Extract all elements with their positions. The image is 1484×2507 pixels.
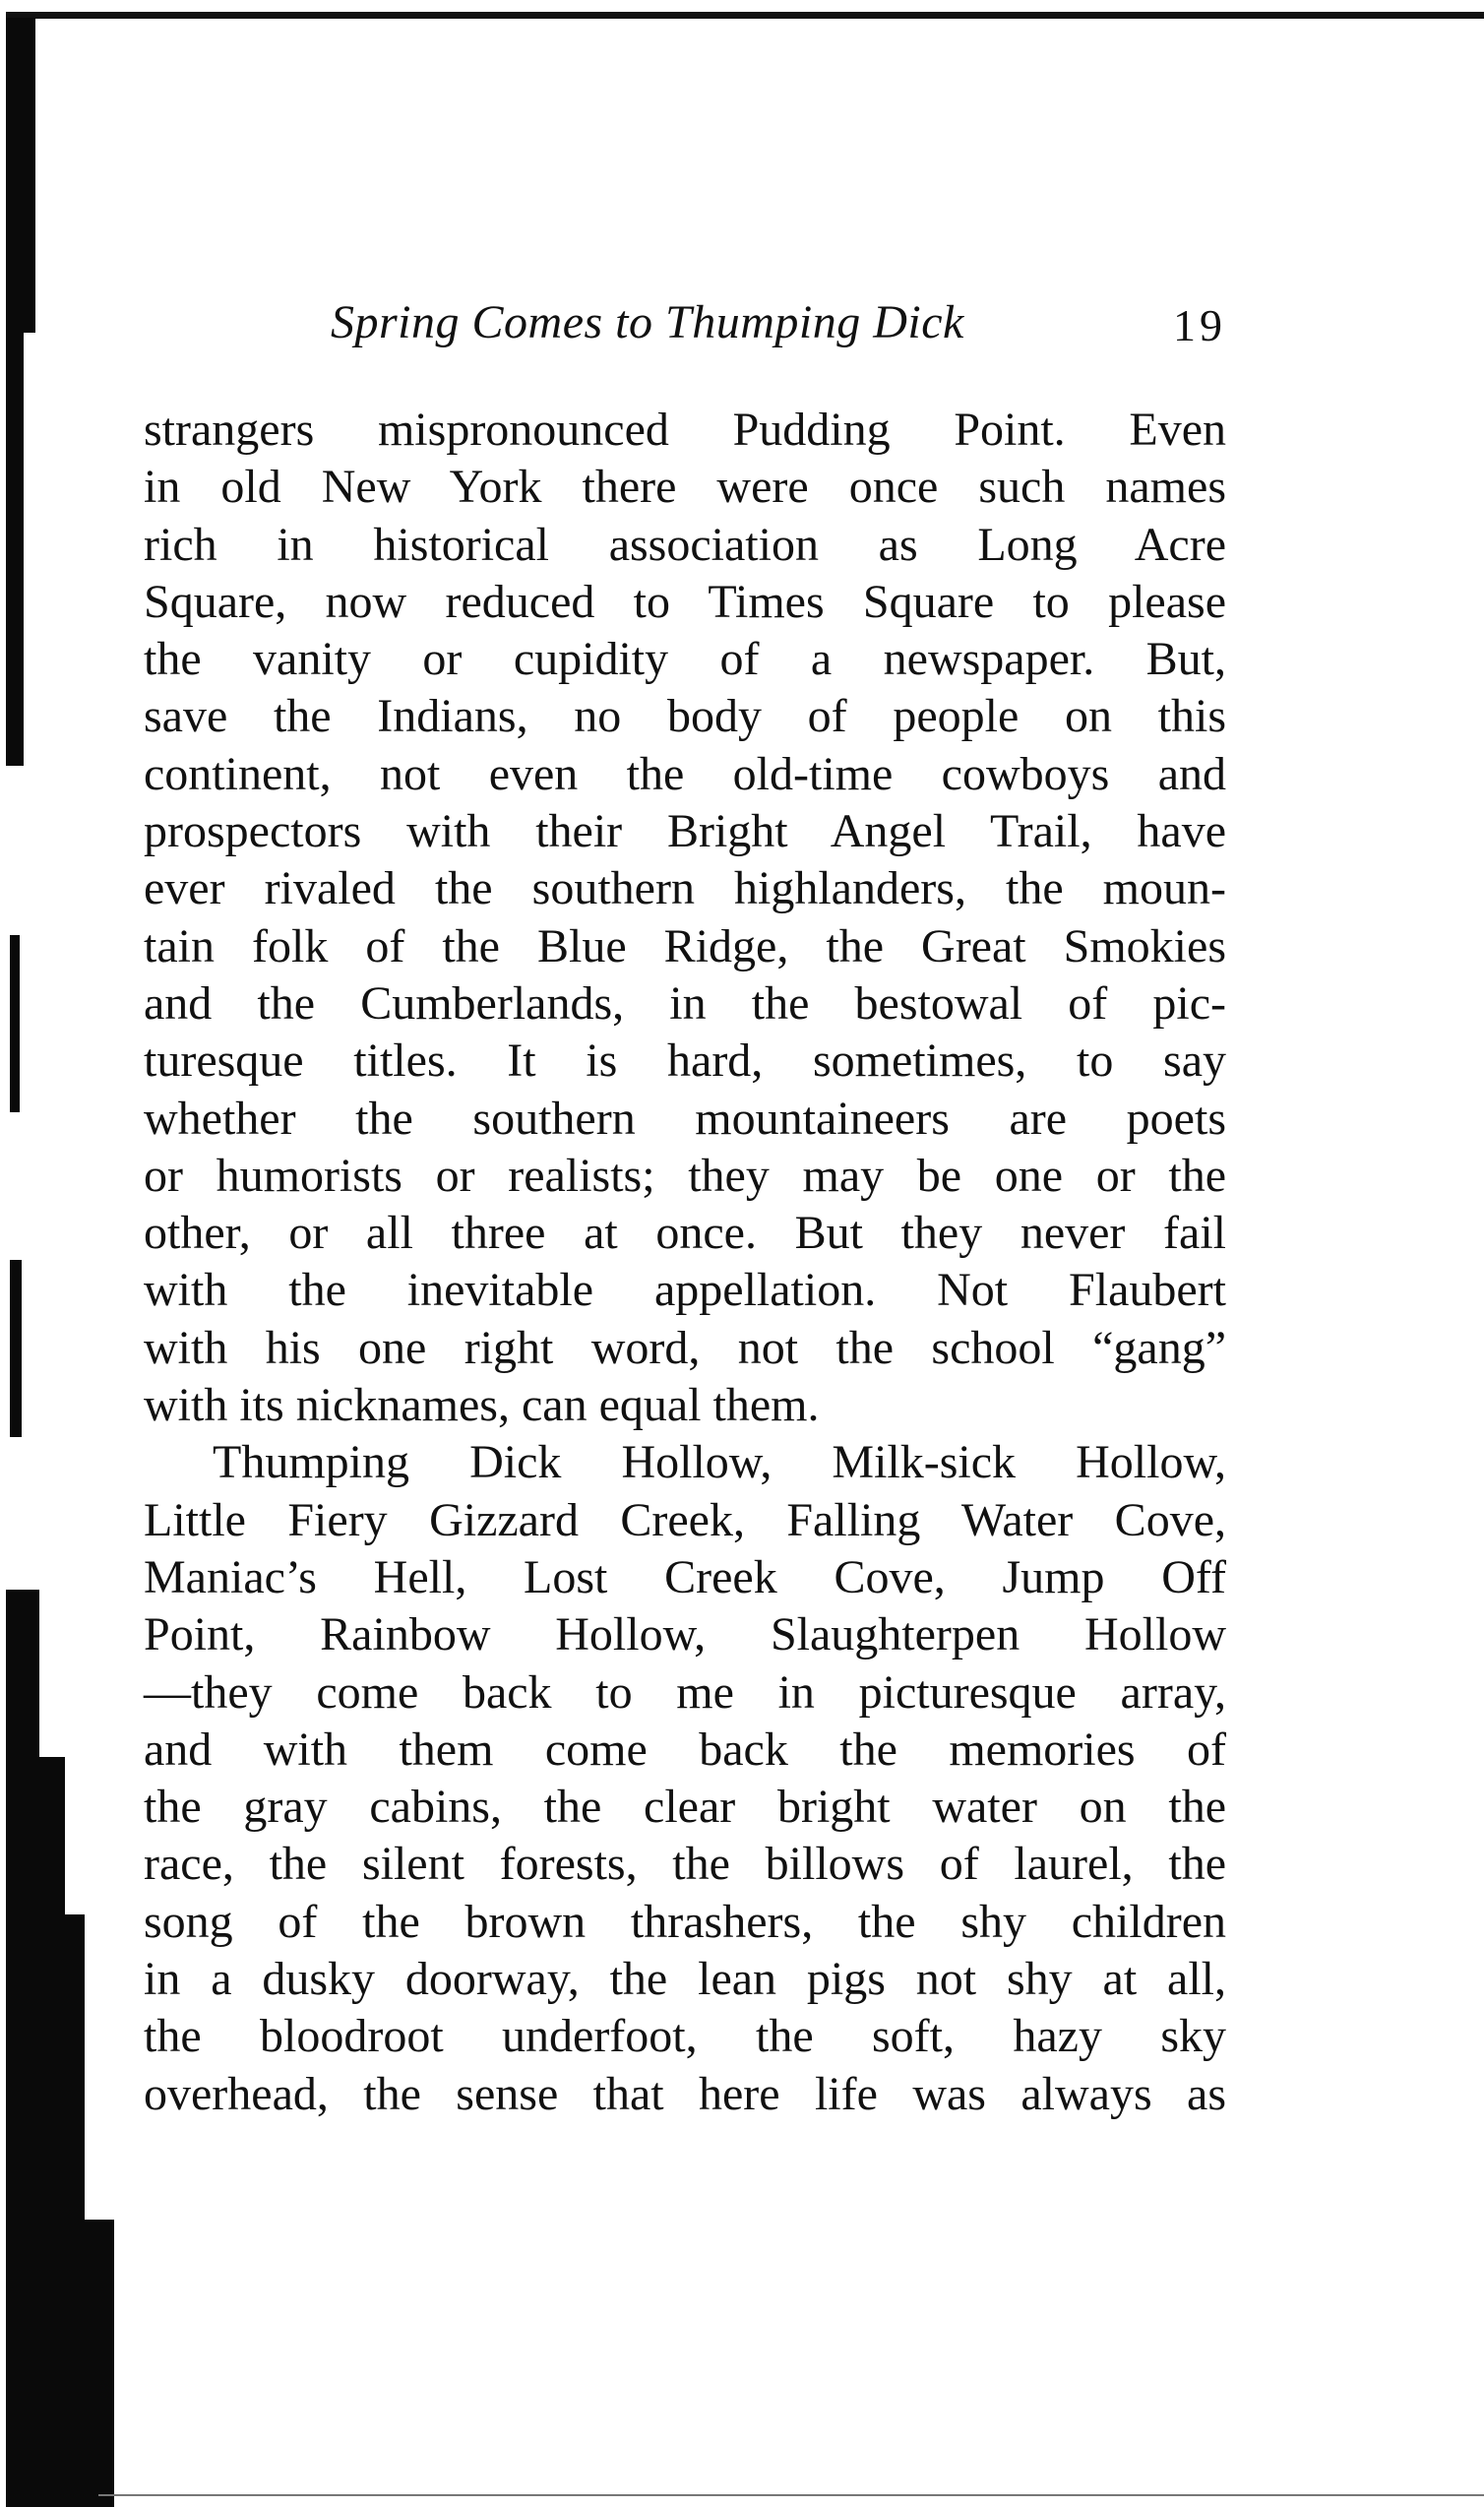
text-line: in old New York there were once such names [144,461,1226,514]
scan-shadow-band-2 [6,1757,65,1914]
text-line: or humorists or realists; they may be one or the [144,1149,1226,1202]
text-line: with its nicknames, can equal them. [144,1379,820,1432]
scan-shadow-top [6,18,35,333]
text-line: continent, not even the old-time cowboys and [144,747,1226,800]
text-line: prospectors with their Bright Angel Trail, have [144,805,1226,858]
text-line: turesque titles. It is hard, sometimes, to say [144,1034,1226,1088]
scan-shadow-mid [10,935,20,1112]
text-line: and with them come back the memories of [144,1723,1226,1776]
page-number: 19 [1173,300,1226,350]
text-line: the vanity or cupidity of a newspaper. But, [144,633,1226,686]
running-title: Spring Comes to Thumping Dick [331,296,964,348]
scan-shadow-band-4 [6,2220,114,2507]
text-line: and the Cumberlands, in the bestowal of pic- [144,976,1226,1030]
paragraph-2 [144,1434,1226,2123]
scan-shadow-lower [10,1260,22,1437]
text-line: ever rivaled the southern highlanders, the moun- [144,862,1226,915]
text-line: save the Indians, no body of people on this [144,690,1226,743]
text-line: song of the brown thrashers, the shy children [144,1895,1226,1948]
text-line: overhead, the sense that here life was always as [144,2067,1226,2120]
running-head [144,295,1226,354]
text-line: Maniac’s Hell, Lost Creek Cove, Jump Off [144,1550,1226,1603]
text-line: Square, now reduced to Times Square to please [144,575,1226,628]
text-line: in a dusky doorway, the lean pigs not shy at all, [144,1953,1226,2006]
text-line: rich in historical association as Long Acre [144,518,1226,571]
body-text [144,402,1226,2123]
text-line: Thumping Dick Hollow, Milk-sick Hollow, [213,1436,1226,1489]
text-line: with the inevitable appellation. Not Flaubert [144,1264,1226,1317]
text-line: whether the southern mountaineers are poets [144,1092,1226,1145]
scan-shadow-upper [6,333,24,766]
bottom-edge-rule [98,2494,1484,2496]
text-line: race, the silent forests, the billows of laurel, the [144,1838,1226,1891]
text-line: —they come back to me in picturesque array, [144,1665,1226,1719]
text-line: tain folk of the Blue Ridge, the Great Smokies [144,919,1226,972]
paragraph-1 [144,402,1226,1434]
text-line: the bloodroot underfoot, the soft, hazy sky [144,2010,1226,2063]
scan-shadow-band-1 [6,1590,39,1757]
top-edge-rule [6,12,1484,19]
text-line: strangers mispronounced Pudding Point. Even [144,404,1226,456]
scan-shadow-band-3 [6,1914,85,2220]
text-line: with his one right word, not the school “gang” [144,1321,1226,1374]
text-line: Point, Rainbow Hollow, Slaughterpen Hollow [144,1608,1226,1661]
text-line: Little Fiery Gizzard Creek, Falling Water Cove, [144,1493,1226,1546]
text-line: other, or all three at once. But they never fail [144,1207,1226,1260]
text-line: the gray cabins, the clear bright water on the [144,1781,1226,1834]
